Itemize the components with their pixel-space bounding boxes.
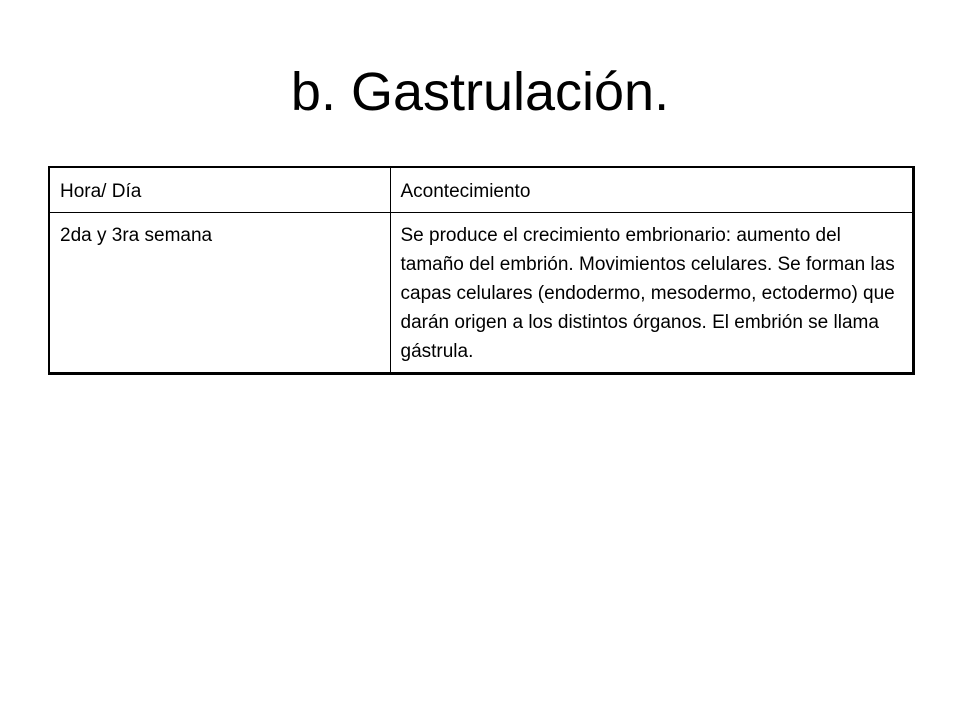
table-row [49, 213, 913, 374]
table-header [49, 167, 913, 213]
table-header-row [49, 167, 913, 213]
slide-title: b. Gastrulación. [290, 62, 670, 122]
table-body [49, 213, 913, 374]
cell-time: 2da y 3ra semana [49, 213, 390, 374]
column-header-time: Hora/ Día [49, 167, 390, 213]
column-header-event: Acontecimiento [390, 167, 913, 213]
events-table [48, 166, 915, 375]
cell-event: Se produce el crecimiento embrionario: aumento del tamaño del embrión. Movimientos celulares. Se forman las capas celulares (endodermo, mesodermo, ectodermo) que darán origen a los distintos órganos. El embrión se llama gástrula. [390, 213, 913, 374]
